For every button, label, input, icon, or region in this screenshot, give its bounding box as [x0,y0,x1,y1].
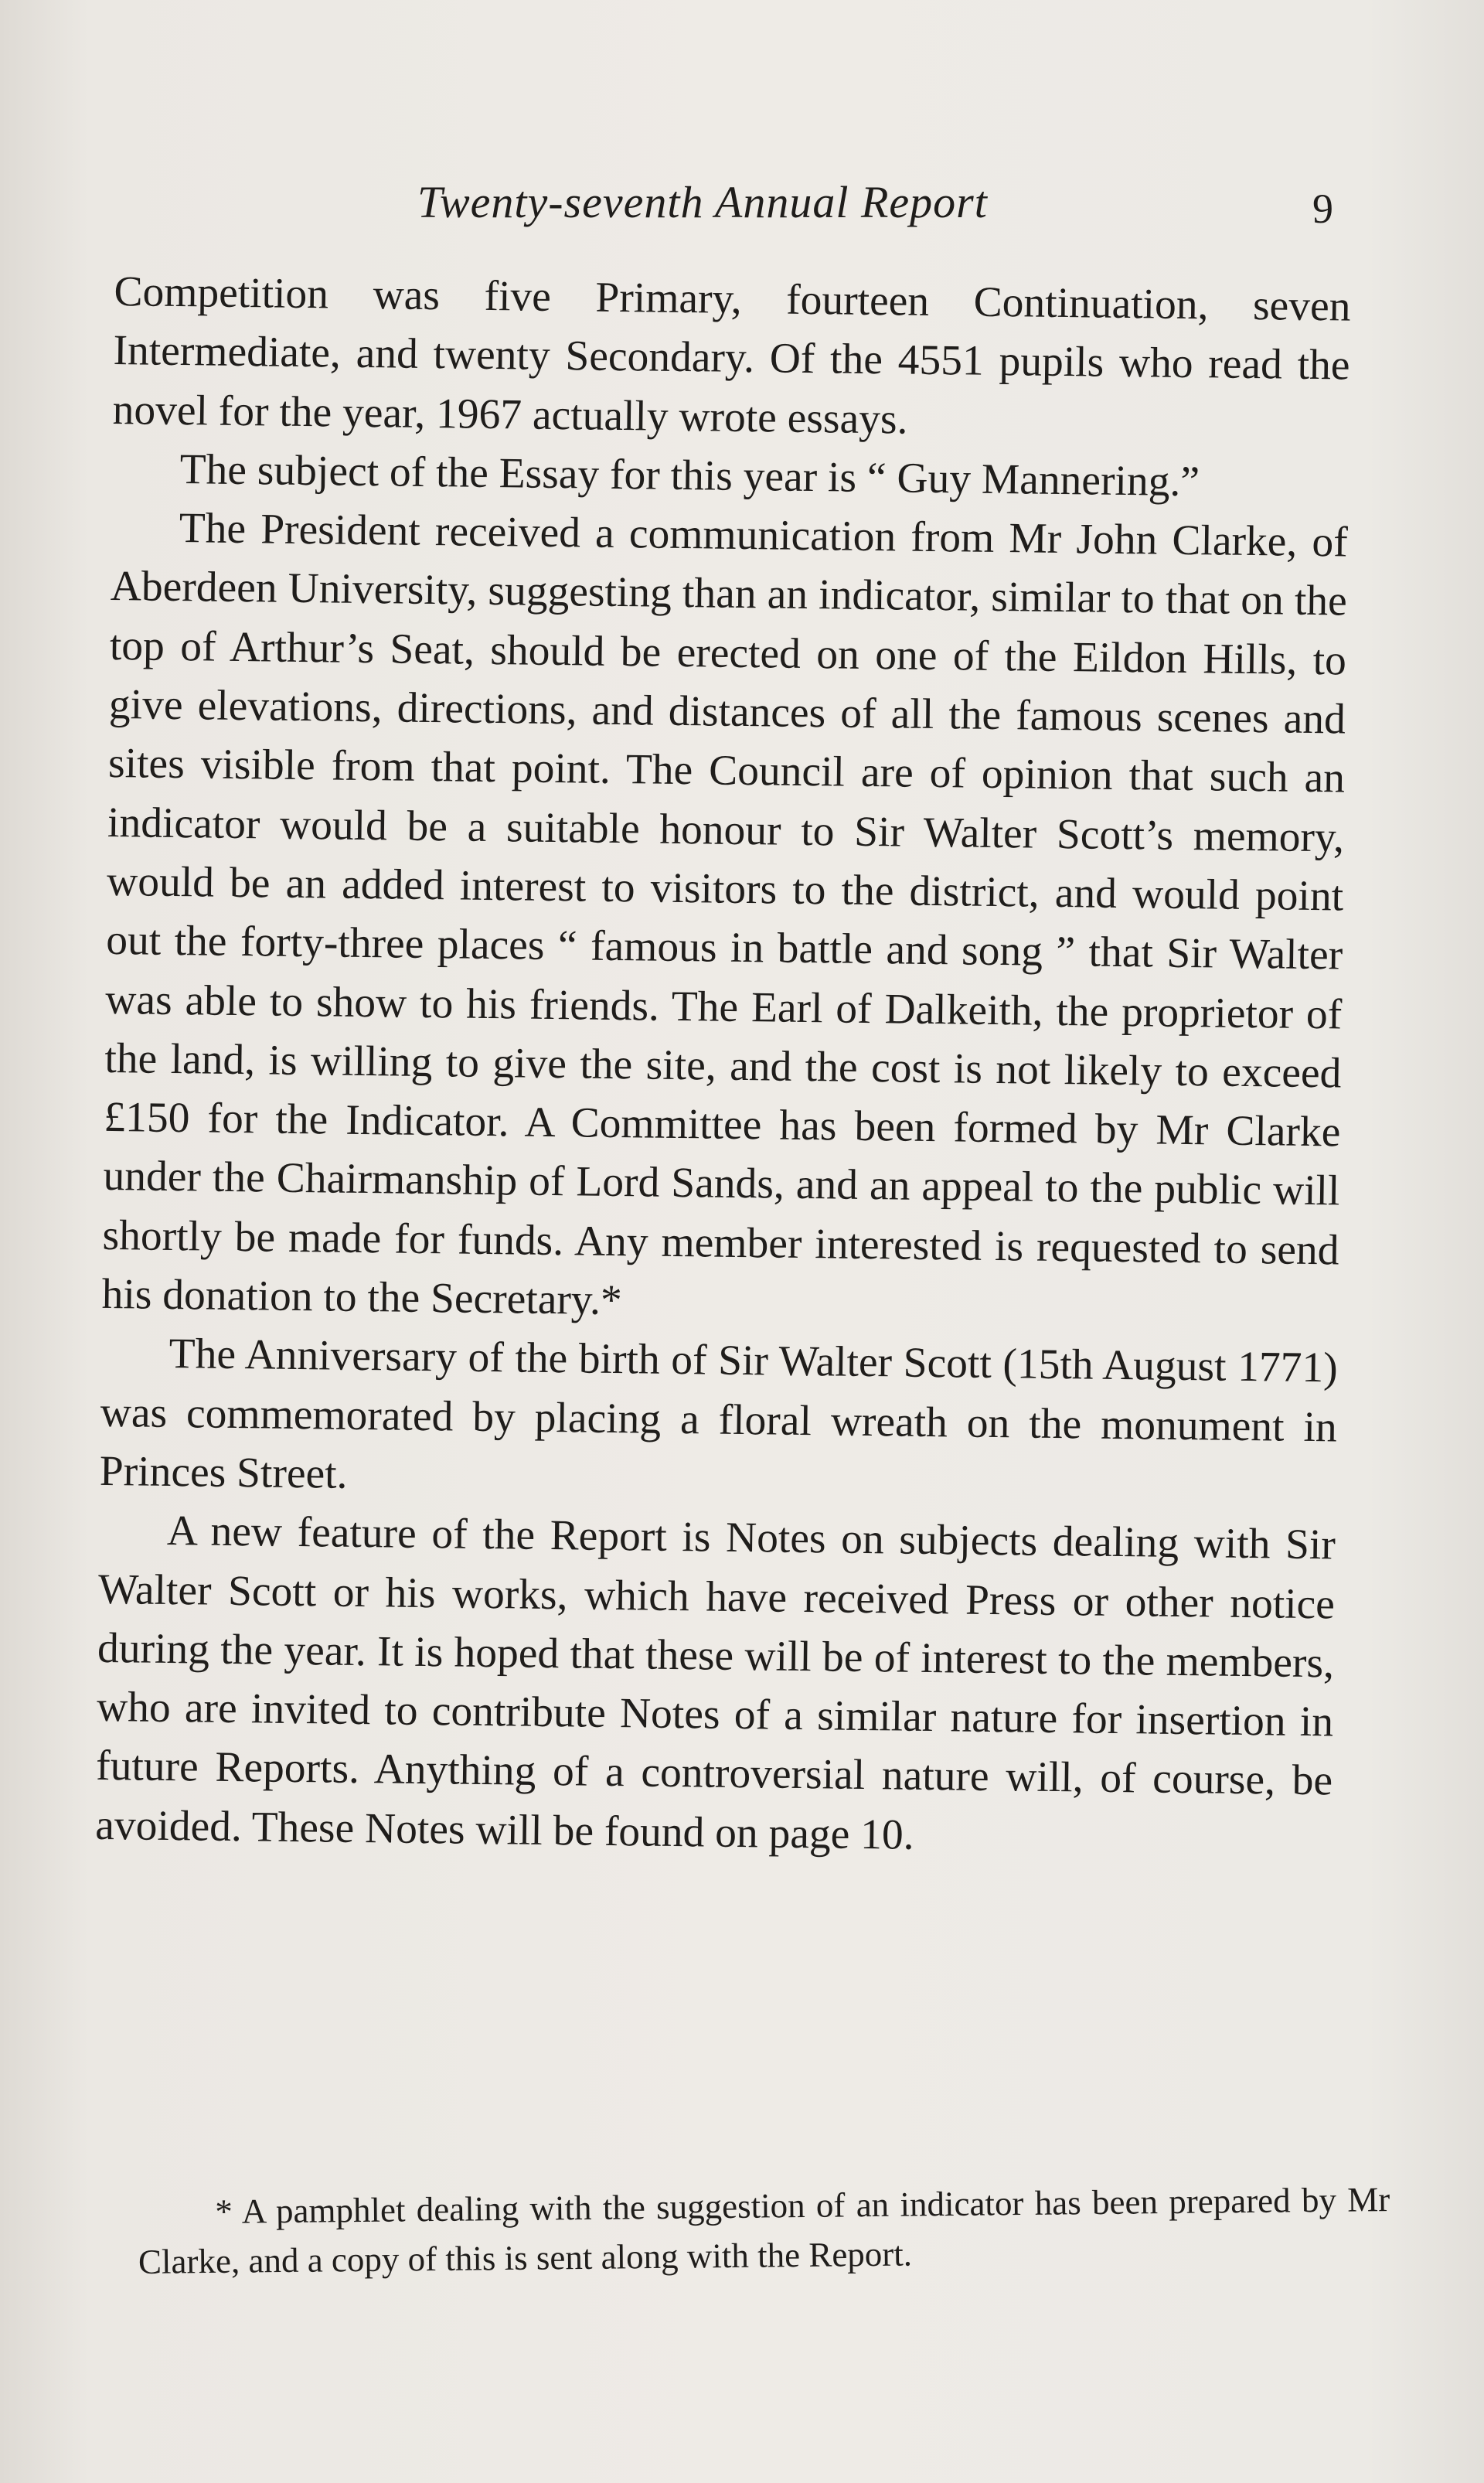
running-title: Twenty-seventh Annual Report [417,177,988,227]
page-number: 9 [1312,186,1333,232]
paragraph-essay-subject: The subject of the Essay for this year is “ Guy Mannering.” [179,445,1200,506]
footnote-text: * A pamphlet dealing with the suggestion of an indicator has been prepared by Mr Clarke, and a copy of this is sent along with the Report. [138,2180,1390,2281]
footnote [138,2175,1390,2287]
running-head [0,172,1484,233]
paragraph-notes-feature: A new feature of the Report is Notes on subjects dealing with Sir Walter Scott or his works, which have received Press or other notice during the year. It is hoped that these will be of interest to the members, who are invited to contribute Notes of a similar nature for insertion in future Reports. Anything of a controversial nature will, of course, be avoided. These Notes will be found on page 10. [94,1507,1336,1859]
body-text [95,263,1351,1870]
paragraph-indicator: The President received a communication from Mr John Clarke, of Aberdeen University, suggesting than an indicator, similar to that on the top of Arthur’s Seat, should be erected on one of the Eildon Hills, to give elevations, directions, and distances of all the famous scenes and sites visible from that point. The Council are of opinion that such an indicator would be a suitable honour to Sir Walter Scott’s memory, would be an added interest to visitors to the district, and would point out the forty-three places “ famous in battle and song ” that Sir Walter was able to show to his friends. The Earl of Dalkeith, the proprietor of the land, is willing to give the site, and the cost is not likely to exceed £150 for the Indicator. A Committee has been formed by Mr Clarke under the Chairmanship of Lord Sands, and an appeal to the public will shortly be made for funds. Any member interested is requested to send his donation to the Secretary.* [101,505,1349,1325]
paragraph-competition: Competition was five Primary, fourteen Continuation, seven Intermediate, and twenty Secondary. Of the 4551 pupils who read the novel for the year, 1967 actually wrote essays. [112,267,1351,444]
paragraph-anniversary: The Anniversary of the birth of Sir Walter Scott (15th August 1771) was commemorated by placing a floral wreath on the monument in Princes Street. [99,1330,1339,1498]
